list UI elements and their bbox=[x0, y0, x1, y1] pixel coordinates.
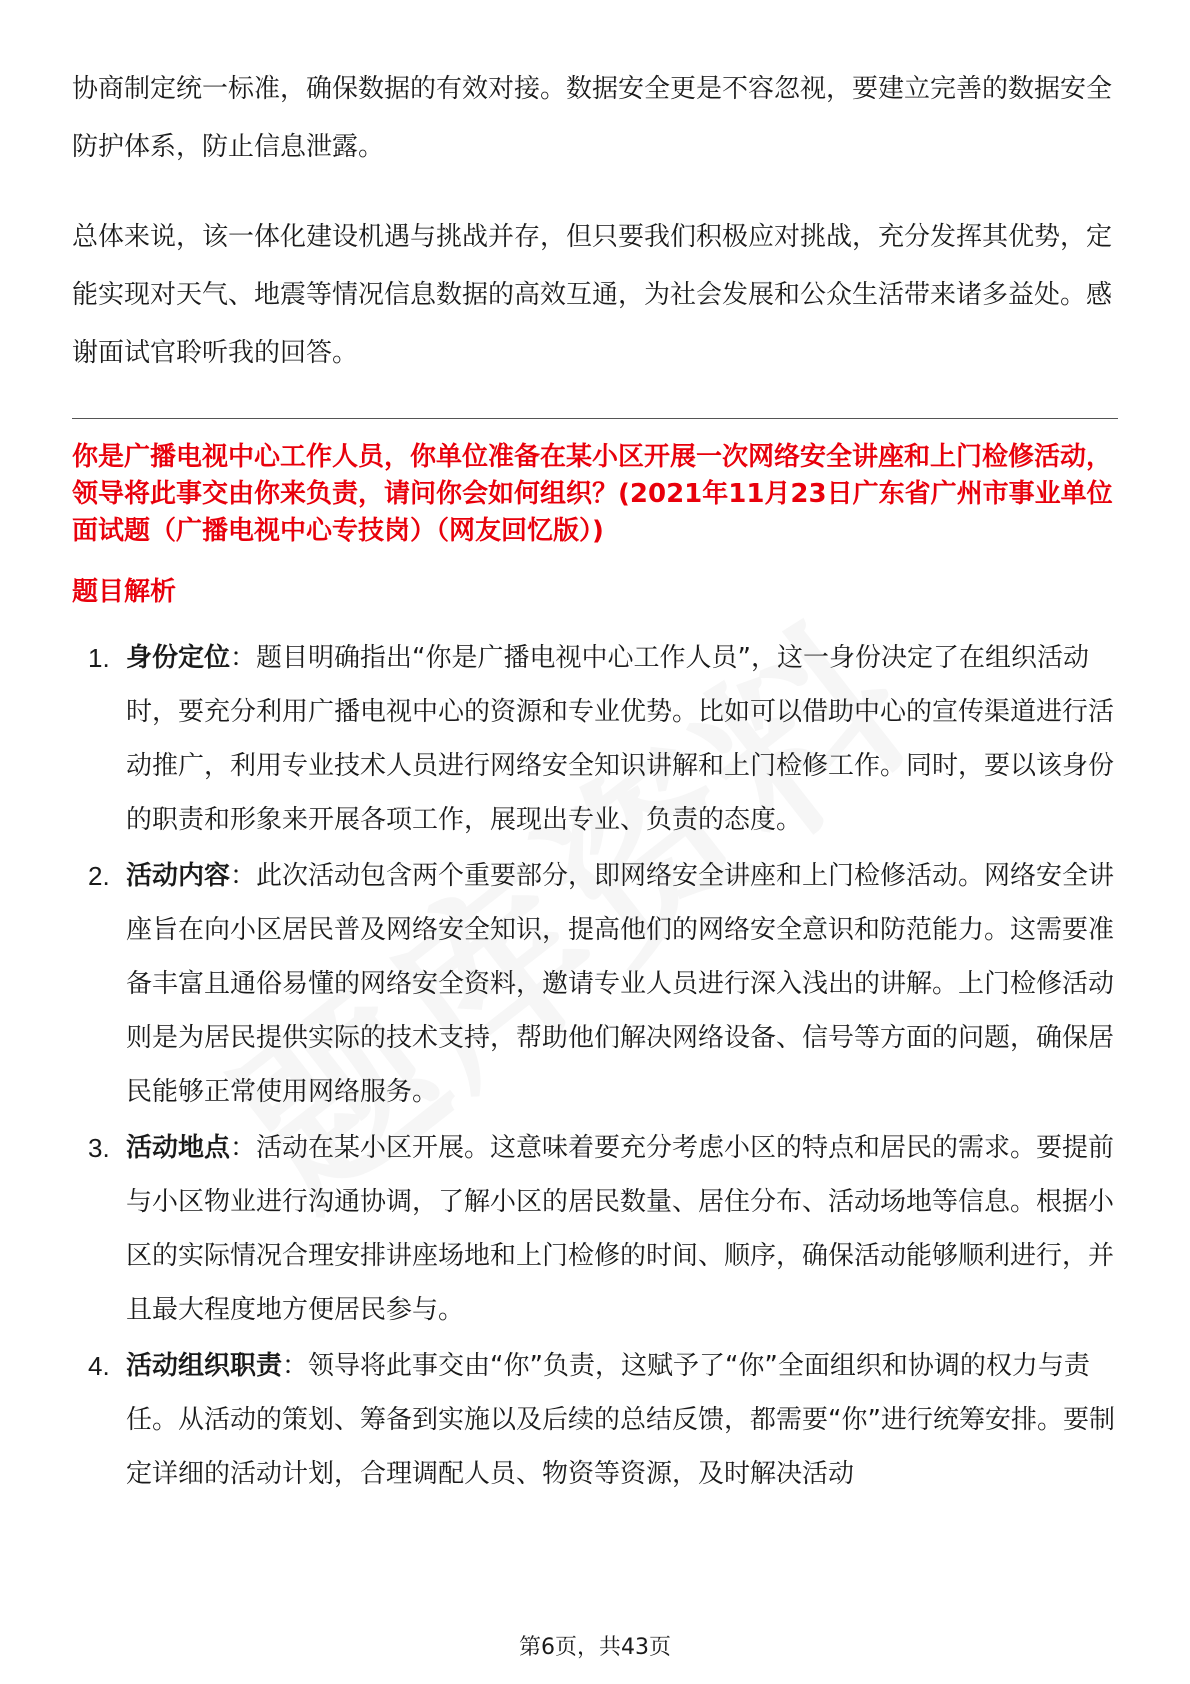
question-heading: 你是广播电视中心工作人员，你单位准备在某小区开展一次网络安全讲座和上门检修活动，领导将此事交由你来负责，请问你会如何组织？(2021年11月23日广东省广州市事业单位面试题（广播电视中心专技岗）（网友回忆版）) bbox=[72, 442, 1113, 546]
list-item-text: ：活动在某小区开展。这意味着要充分考虑小区的特点和居民的需求。要提前与小区物业进行沟通协调，了解小区的居民数量、居住分布、活动场地等信息。根据小区的实际情况合理安排讲座场地和上门检修的时间、顺序，确保活动能够顺利进行，并且最大程度地方便居民参与。 bbox=[126, 1133, 1115, 1325]
analysis-list bbox=[72, 631, 1118, 1501]
list-item-term: 身份定位 bbox=[126, 643, 231, 673]
list-item bbox=[72, 631, 1118, 847]
list-item-number: 4. bbox=[88, 1351, 110, 1381]
page-footer: 第6页，共43页 bbox=[519, 1635, 671, 1660]
intro-paragraph: 协商制定统一标准，确保数据的有效对接。数据安全更是不容忽视，要建立完善的数据安全防护体系，防止信息泄露。 bbox=[72, 74, 1113, 162]
conclusion-paragraph: 总体来说，该一体化建设机遇与挑战并存，但只要我们积极应对挑战，充分发挥其优势，定能实现对天气、地震等情况信息数据的高效互通，为社会发展和公众生活带来诸多益处。感谢面试官聆听我的回答。 bbox=[72, 222, 1113, 368]
list-item-text: ：领导将此事交由“你”负责，这赋予了“你”全面组织和协调的权力与责任。从活动的策划、筹备到实施以及后续的总结反馈，都需要“你”进行统筹安排。要制定详细的活动计划，合理调配人员、物资等资源，及时解决活动 bbox=[126, 1351, 1115, 1489]
analysis-title: 题目解析 bbox=[72, 577, 177, 607]
list-item-text: ：此次活动包含两个重要部分，即网络安全讲座和上门检修活动。网络安全讲座旨在向小区居民普及网络安全知识，提高他们的网络安全意识和防范能力。这需要准备丰富且通俗易懂的网络安全资料，邀请专业人员进行深入浅出的讲解。上门检修活动则是为居民提供实际的技术支持，帮助他们解决网络设备、信号等方面的问题，确保居民能够正常使用网络服务。 bbox=[126, 861, 1115, 1107]
list-item-term: 活动组织职责 bbox=[126, 1351, 283, 1381]
list-item bbox=[72, 849, 1118, 1119]
list-item bbox=[72, 1339, 1118, 1501]
list-item-term: 活动内容 bbox=[126, 861, 231, 891]
list-item-term: 活动地点 bbox=[126, 1133, 231, 1163]
list-item-number: 2. bbox=[88, 861, 110, 891]
list-item-number: 1. bbox=[88, 643, 110, 673]
list-item-text: ：题目明确指出“你是广播电视中心工作人员”，这一身份决定了在组织活动时，要充分利用广播电视中心的资源和专业优势。比如可以借助中心的宣传渠道进行活动推广，利用专业技术人员进行网络安全知识讲解和上门检修工作。同时，要以该身份的职责和形象来开展各项工作，展现出专业、负责的态度。 bbox=[126, 643, 1115, 835]
section-divider bbox=[72, 418, 1118, 419]
list-item bbox=[72, 1121, 1118, 1337]
page-content bbox=[72, 60, 1118, 1503]
list-item-number: 3. bbox=[88, 1133, 110, 1163]
